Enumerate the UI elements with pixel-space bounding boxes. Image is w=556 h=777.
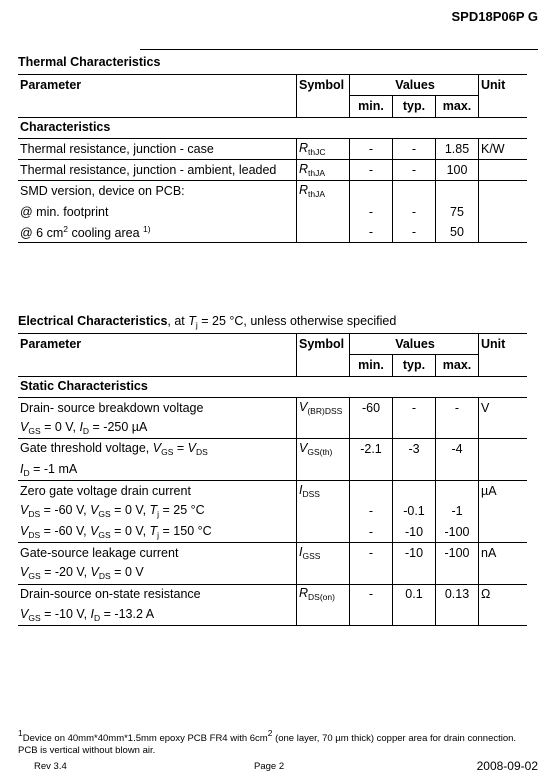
param-rthjc: Thermal resistance, junction - case (18, 138, 297, 159)
value-typ (393, 563, 436, 584)
table-row (18, 605, 527, 626)
part-number: SPD18P06P G (451, 9, 538, 24)
cond-rdson: $V_{GS} = -10$ V, $I_D = -13.2$ A (18, 605, 297, 626)
unit-empty (479, 439, 528, 460)
cond-vgsth: $I_D = -1$ mA (18, 460, 297, 481)
value-max (436, 460, 479, 481)
value-typ: - (393, 397, 436, 418)
electrical-section-title: Electrical Characteristics, at $T_j = 25$ °C, unless otherwise specified (18, 314, 397, 330)
unit-empty (479, 202, 528, 222)
value-min: - (350, 501, 393, 521)
table-row (18, 584, 527, 605)
symbol-rthja-smd: $R_{thJA}$ (297, 181, 350, 202)
param-rdson: Drain-source on-state resistance (18, 584, 297, 605)
symbol-rthja: $R_{thJA}$ (297, 160, 350, 181)
symbol-rdson: $R_{DS(on)}$ (297, 584, 350, 605)
table-row (18, 501, 527, 521)
document-date: 2008-09-02 (476, 759, 538, 773)
value-max (436, 418, 479, 439)
col-symbol: Symbol (297, 75, 350, 96)
value-min (350, 563, 393, 584)
symbol-vgsth: $V_{GS(th)}$ (297, 439, 350, 460)
col-min: min. (350, 96, 393, 117)
value-min (350, 460, 393, 481)
col-max: max. (436, 96, 479, 117)
symbol-empty (297, 460, 350, 481)
param-cooling-area: @ 6 $cm^2$ cooling area $^{1)}$ (18, 222, 297, 243)
value-min (350, 605, 393, 626)
col-parameter: Parameter (18, 334, 297, 355)
param-igss: Gate-source leakage current (18, 542, 297, 563)
table-row (18, 563, 527, 584)
value-max: -100 (436, 522, 479, 543)
value-max: -1 (436, 501, 479, 521)
symbol-empty (297, 563, 350, 584)
value-min: - (350, 522, 393, 543)
symbol-idss: $I_{DSS}$ (297, 481, 350, 502)
hdr-spacer (479, 96, 528, 117)
thermal-section-title (18, 55, 160, 69)
value-max: -100 (436, 542, 479, 563)
value-typ: -10 (393, 542, 436, 563)
value-min: -2.1 (350, 439, 393, 460)
table-row (18, 481, 527, 502)
table-row (18, 397, 527, 418)
table-row (18, 418, 527, 439)
value-typ (393, 605, 436, 626)
table-row (18, 542, 527, 563)
col-symbol: Symbol (297, 334, 350, 355)
cond-bvdss: $V_{GS} = 0$ V, $I_D = -250$ µA (18, 418, 297, 439)
symbol-empty (297, 522, 350, 543)
unit-ohm: Ω (481, 587, 491, 602)
unit-empty (479, 181, 528, 202)
unit-v: V (481, 400, 490, 415)
value-min (350, 481, 393, 502)
unit-na: nA (481, 545, 497, 560)
page-number: Page 2 (254, 761, 285, 772)
value-max: 75 (436, 202, 479, 222)
value-max (436, 563, 479, 584)
symbol-bvdss: $V_{(BR)DSS}$ (297, 397, 350, 418)
table-row (18, 460, 527, 481)
col-values: Values (350, 75, 479, 96)
value-min: - (350, 138, 393, 159)
symbol-empty (297, 222, 350, 243)
unit-empty (479, 501, 528, 521)
value-max: -4 (436, 439, 479, 460)
value-max (436, 481, 479, 502)
table-row (18, 202, 527, 222)
value-min: - (350, 222, 393, 243)
hdr-spacer (479, 355, 528, 376)
unit-empty (479, 605, 528, 626)
thermal-table (18, 74, 527, 243)
table-row (18, 522, 527, 543)
value-max (436, 605, 479, 626)
col-typ: typ. (393, 96, 436, 117)
value-typ (393, 481, 436, 502)
unit-rth: K/W (481, 141, 505, 156)
hdr-spacer (18, 96, 297, 117)
col-max: max. (436, 355, 479, 376)
value-typ: - (393, 202, 436, 222)
unit-empty (479, 418, 528, 439)
value-max: 100 (436, 160, 479, 181)
cond-idss-150c: $V_{DS} = -60$ V, $V_{GS} = 0$ V, $T_j = 150$ °C (18, 522, 297, 543)
thermal-title: Thermal Characteristics (18, 55, 161, 69)
group-characteristics: Characteristics (20, 120, 111, 135)
col-min: min. (350, 355, 393, 376)
value-min: - (350, 160, 393, 181)
value-typ: - (393, 138, 436, 159)
value-max: 1.85 (436, 138, 479, 159)
value-max (436, 181, 479, 202)
param-min-footprint: @ min. footprint (18, 202, 297, 222)
unit-empty (479, 460, 528, 481)
electrical-table (18, 333, 527, 626)
value-min: - (350, 584, 393, 605)
col-unit: Unit (479, 334, 528, 355)
symbol-empty (297, 501, 350, 521)
symbol-empty (297, 202, 350, 222)
value-typ: -3 (393, 439, 436, 460)
value-min (350, 181, 393, 202)
value-typ (393, 181, 436, 202)
footnote: 1Device on 40mm*40mm*1.5mm epoxy PCB FR4 with 6cm2 (one layer, 70 µm thick) copper area for drain connection. PCB is vertical without blown air. (18, 728, 517, 756)
table-row (18, 439, 527, 460)
param-bvdss: Drain- source breakdown voltage (18, 397, 297, 418)
value-min: -60 (350, 397, 393, 418)
table-row (18, 160, 527, 181)
value-typ (393, 460, 436, 481)
unit-empty (479, 160, 528, 181)
hdr-spacer (18, 355, 297, 376)
table-row (18, 181, 527, 202)
table-row (18, 138, 527, 159)
value-typ: - (393, 222, 436, 243)
param-vgsth: Gate threshold voltage, $V_{GS} = V_{DS}$ (18, 439, 297, 460)
col-parameter: Parameter (18, 75, 297, 96)
group-static: Static Characteristics (20, 379, 148, 394)
value-min: - (350, 542, 393, 563)
cond-idss-25c: $V_{DS} = -60$ V, $V_{GS} = 0$ V, $T_j = 25$ °C (18, 501, 297, 521)
value-max: - (436, 397, 479, 418)
unit-empty (479, 222, 528, 243)
unit-ua: µA (481, 483, 497, 498)
cond-igss: $V_{GS} = -20$ V, $V_{DS} = 0$ V (18, 563, 297, 584)
symbol-empty (297, 418, 350, 439)
value-min (350, 418, 393, 439)
symbol-empty (297, 605, 350, 626)
electrical-title: Electrical Characteristics (18, 314, 168, 328)
value-typ: 0.1 (393, 584, 436, 605)
header-rule (140, 49, 538, 50)
unit-empty (479, 522, 528, 543)
value-typ: - (393, 160, 436, 181)
value-typ: -0.1 (393, 501, 436, 521)
hdr-spacer (297, 96, 350, 117)
param-idss: Zero gate voltage drain current (18, 481, 297, 502)
value-max: 50 (436, 222, 479, 243)
value-min: - (350, 202, 393, 222)
unit-empty (479, 563, 528, 584)
col-typ: typ. (393, 355, 436, 376)
col-unit: Unit (479, 75, 528, 96)
symbol-igss: $I_{GSS}$ (297, 542, 350, 563)
param-smd: SMD version, device on PCB: (18, 181, 297, 202)
col-values: Values (350, 334, 479, 355)
value-typ: -10 (393, 522, 436, 543)
value-max: 0.13 (436, 584, 479, 605)
table-row (18, 222, 527, 243)
revision: Rev 3.4 (34, 761, 67, 772)
param-rthja-leaded: Thermal resistance, junction - ambient, leaded (18, 160, 297, 181)
value-typ (393, 418, 436, 439)
symbol-rthjc: $R_{thJC}$ (297, 138, 350, 159)
hdr-spacer (297, 355, 350, 376)
